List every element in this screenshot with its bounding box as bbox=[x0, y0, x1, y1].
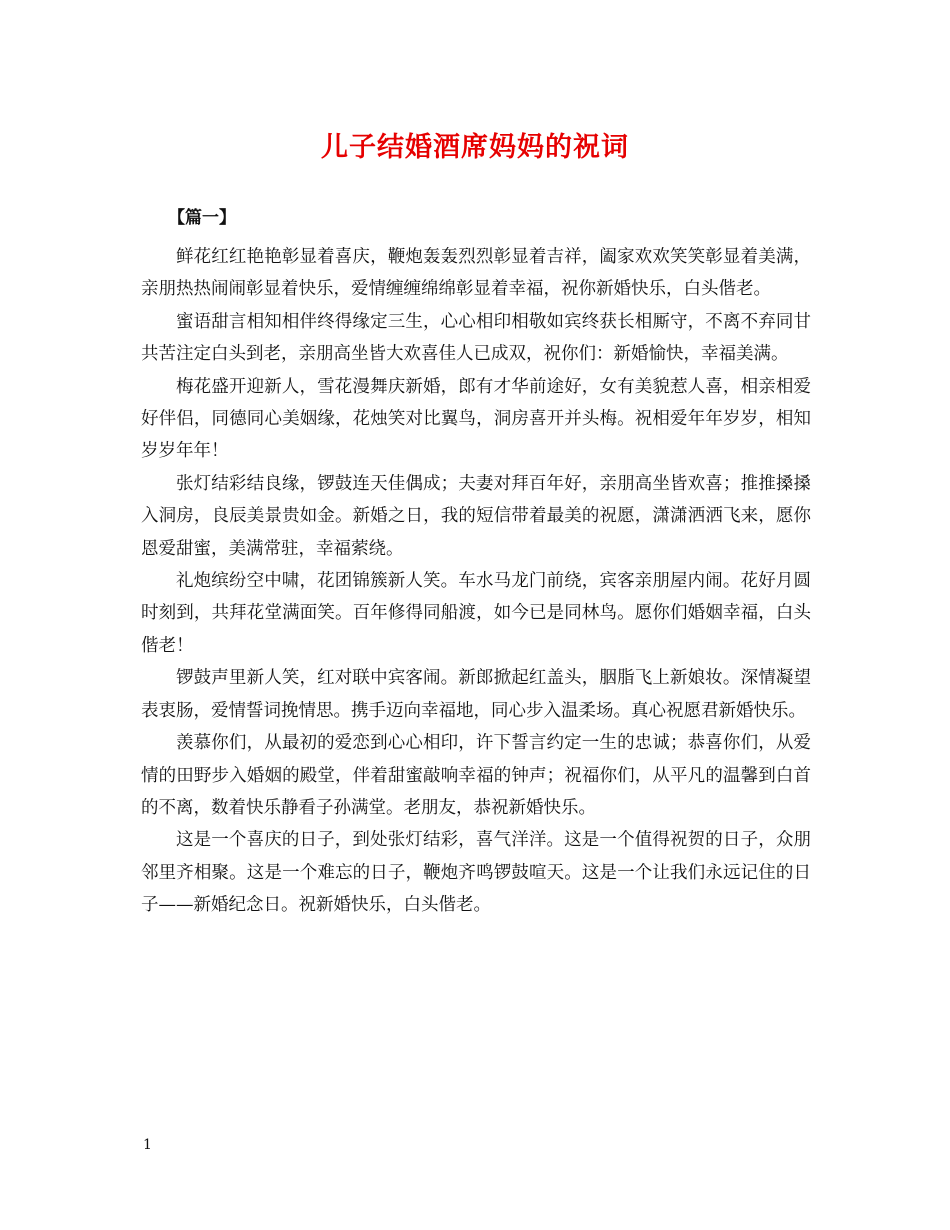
paragraph-6: 锣鼓声里新人笑，红对联中宾客闹。新郎掀起红盖头，胭脂飞上新娘妆。深情凝望表衷肠，爱情誓词挽情思。携手迈向幸福地，同心步入温柔场。真心祝愿君新婚快乐。 bbox=[141, 668, 811, 721]
paragraph-7: 羡慕你们，从最初的爱恋到心心相印，许下誓言约定一生的忠诚；恭喜你们，从爱情的田野步入婚姻的殿堂，伴着甜蜜敲响幸福的钟声；祝福你们，从平凡的温馨到白首的不离，数着快乐静看子孙满堂。老朋友，恭祝新婚快乐。 bbox=[141, 733, 811, 818]
paragraph-8: 这是一个喜庆的日子，到处张灯结彩，喜气洋洋。这是一个值得祝贺的日子，众朋邻里齐相聚。这是一个难忘的日子，鞭炮齐鸣锣鼓喧天。这是一个让我们永远记住的日子——新婚纪念日。祝新婚快乐，白头偕老。 bbox=[141, 830, 811, 916]
paragraph-2: 蜜语甜言相知相伴终得缘定三生，心心相印相敬如宾终获长相厮守，不离不弃同甘共苦注定白头到老，亲朋高坐皆大欢喜佳人已成双，祝你们：新婚愉快，幸福美满。 bbox=[141, 311, 811, 365]
document-body bbox=[141, 241, 811, 922]
document-title: 儿子结婚酒席妈妈的祝词 bbox=[321, 132, 629, 163]
paragraph-4: 张灯结彩结良缘，锣鼓连天佳偶成；夫妻对拜百年好，亲朋高坐皆欢喜；推推搡搡入洞房，良辰美景贵如金。新婚之日，我的短信带着最美的祝愿，潇潇洒洒飞来，愿你恩爱甜蜜，美满常驻，幸福萦绕。 bbox=[141, 473, 811, 559]
paragraph-5: 礼炮缤纷空中啸，花团锦簇新人笑。车水马龙门前绕，宾客亲朋屋内闹。花好月圆时刻到，共拜花堂满面笑。百年修得同船渡，如今已是同林鸟。愿你们婚姻幸福，白头偕老！ bbox=[141, 571, 811, 656]
paragraph-3: 梅花盛开迎新人，雪花漫舞庆新婚，郎有才华前途好，女有美貌惹人喜，相亲相爱好伴侣，同德同心美姻缘，花烛笑对比翼鸟，洞房喜开并头梅。祝相爱年年岁岁，相知岁岁年年！ bbox=[141, 376, 811, 462]
section-label: 【篇一】 bbox=[168, 208, 236, 228]
paragraph-1: 鲜花红红艳艳彰显着喜庆，鞭炮轰轰烈烈彰显着吉祥，阖家欢欢笑笑彰显着美满，亲朋热热闹闹彰显着快乐，爱情缠缠绵绵彰显着幸福，祝你新婚快乐，白头偕老。 bbox=[141, 247, 811, 300]
page-number: 1 bbox=[143, 1137, 152, 1153]
